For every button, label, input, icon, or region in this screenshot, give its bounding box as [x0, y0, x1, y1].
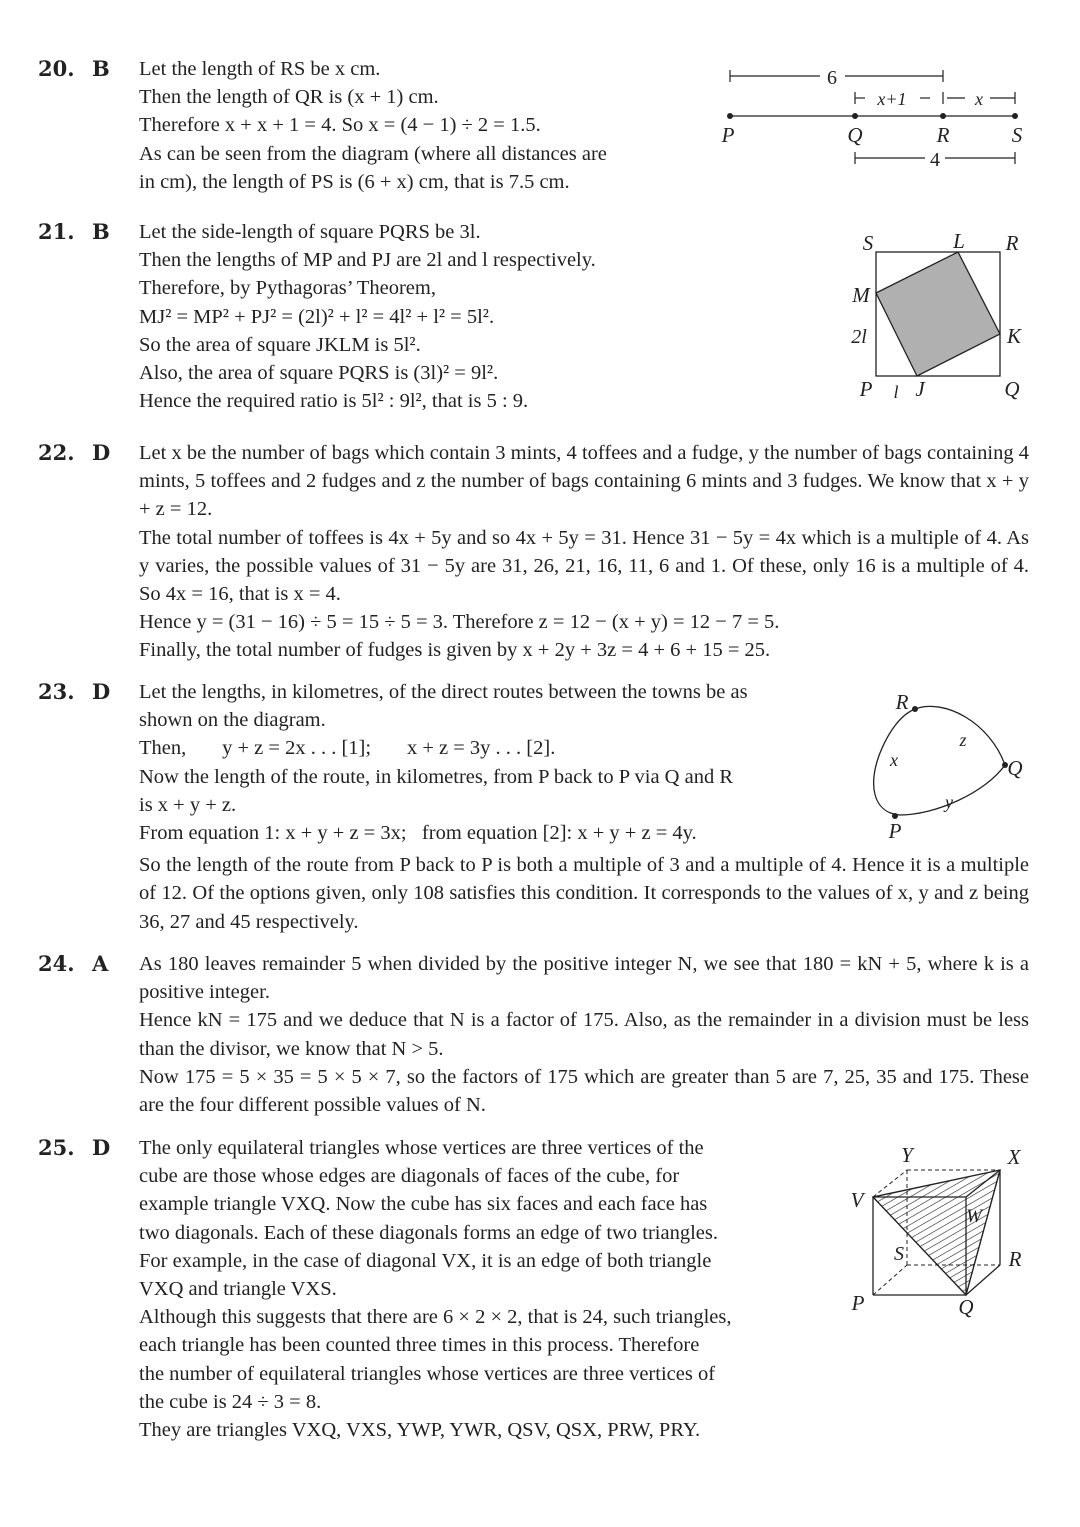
point-s	[1012, 113, 1018, 119]
route-label: z	[959, 730, 967, 750]
town-label: Q	[1007, 756, 1023, 780]
solution-line: the number of equilateral triangles whose vertices are three vertices of	[139, 1362, 716, 1385]
solution-text	[139, 950, 1029, 1119]
dim-label: x	[975, 89, 983, 109]
solution-paragraph: Hence kN = 175 and we deduce that N is a factor of 175. Also, as the remainder in a division must be less than the divisor, we know that N > 5.	[139, 1009, 1029, 1060]
question-answer: B	[92, 219, 110, 244]
question-number: 20.	[38, 56, 75, 81]
question-answer: D	[92, 1135, 111, 1160]
vertex-label: P	[859, 377, 873, 401]
solution-line: Let the side-length of square PQRS be 3l.	[139, 221, 481, 243]
solution-paragraph: So the length of the route from P back to P is both a multiple of 3 and a multiple of 4. Hence it is a multiple of 12. Of the options given, only 108 satisfies this condition. It corresponds to the values of x, y and z being 36, 27 and 45 respectively.	[139, 854, 1029, 933]
solution-paragraph: Now 175 = 5 × 35 = 5 × 5 × 7, so the factors of 175 which are greater than 5 are 7, 25, 35 and 175. These are the four different possible values of N.	[139, 1065, 1029, 1117]
question-answer: B	[92, 56, 110, 81]
dim-label: x+1	[877, 89, 907, 109]
question-number: 22.	[38, 440, 75, 465]
point-label: Q	[847, 123, 863, 147]
dim-label: 4	[930, 149, 940, 171]
question-number: 25.	[38, 1135, 75, 1160]
vertex-label: X	[1007, 1145, 1021, 1169]
cube-diagram	[840, 1140, 1040, 1330]
question-answer: A	[92, 951, 109, 976]
point-p	[727, 113, 733, 119]
point-label: P	[721, 123, 735, 147]
solution-line: From equation 1: x + y + z = 3x; from equation [2]: x + y + z = 4y.	[139, 822, 697, 845]
triangle-vxq	[873, 1170, 1000, 1295]
line-segment-diagram	[715, 60, 1045, 180]
solution-line: cube are those whose edges are diagonals of faces of the cube, for	[139, 1165, 680, 1188]
vertex-label: Q	[958, 1295, 974, 1319]
solution-line: the cube is 24 ÷ 3 = 8.	[139, 1390, 322, 1413]
vertex-label: R	[1008, 1247, 1022, 1271]
length-label: l	[893, 382, 899, 402]
solution-line: Then the length of QR is (x + 1) cm.	[139, 86, 439, 109]
solution-line: For example, in the case of diagonal VX, it is an edge of both triangle	[139, 1249, 712, 1272]
solution-text	[139, 55, 607, 196]
solution-line: is x + y + z.	[139, 793, 237, 816]
solution-line: two diagonals. Each of these diagonals forms an edge of two triangles.	[139, 1221, 718, 1244]
solution-line: Let the lengths, in kilometres, of the direct routes between the towns be as	[139, 681, 748, 703]
question-answer: D	[92, 679, 111, 704]
question-answer: D	[92, 440, 111, 465]
route-label: x	[890, 750, 898, 770]
solution-line: each triangle has been counted three times in this process. Therefore	[139, 1334, 700, 1357]
vertex-label: J	[915, 377, 925, 401]
solution-line: MJ² = MP² + PJ² = (2l)² + l² = 4l² + l² = 5l².	[139, 305, 495, 328]
solution-paragraph: Let x be the number of bags which contain 3 mints, 4 toffees and a fudge, y the number of bags containing 4 mints, 5 toffees and 2 fudges and z the number of bags containing 6 mints and 3 fudges. We know that x + y + z = 12.	[139, 442, 1029, 521]
solution-line: The only equilateral triangles whose vertices are three vertices of the	[139, 1137, 704, 1159]
vertex-label: S	[894, 1243, 904, 1265]
solution-line: Then, y + z = 2x . . . [1]; x + z = 3y . . . [2].	[139, 737, 556, 760]
square-jklm	[876, 252, 1000, 376]
solution-line: Let the length of RS be x cm.	[139, 58, 381, 80]
solution-line: shown on the diagram.	[139, 709, 326, 732]
vertex-label: M	[852, 283, 870, 307]
solution-line: They are triangles VXQ, VXS, YWP, YWR, QSV, QSX, PRW, PRY.	[139, 1419, 701, 1442]
solution-line: Then the lengths of MP and PJ are 2l and l respectively.	[139, 249, 596, 272]
solution-line: Although this suggests that there are 6 × 2 × 2, that is 24, such triangles,	[139, 1306, 732, 1329]
question-number: 24.	[38, 951, 75, 976]
length-label: 2l	[851, 326, 867, 348]
solution-paragraph: Hence y = (31 − 16) ÷ 5 = 15 ÷ 5 = 3. Therefore z = 12 − (x + y) = 12 − 7 = 5.	[139, 611, 780, 634]
solution-paragraph: As 180 leaves remainder 5 when divided by the positive integer N, we see that 180 = kN + 5, where k is a positive integer.	[139, 953, 1029, 1004]
solution-line: in cm), the length of PS is (6 + x) cm, that is 7.5 cm.	[139, 170, 570, 193]
solution-paragraph: The total number of toffees is 4x + 5y and so 4x + 5y = 31. Hence 31 − 5y = 4x which is a multiple of 4. As y varies, the possible values of 31 − 5y are 31, 26, 21, 16, 11, 6 and 1. Of these, only 16 is a multiple of 4. So 4x = 16, that is x = 4.	[139, 526, 1029, 606]
point-r	[940, 113, 946, 119]
solution-text	[139, 439, 1029, 665]
square-diagram	[840, 222, 1040, 407]
point-label: R	[936, 123, 950, 147]
solution-line: VXQ and triangle VXS.	[139, 1278, 337, 1301]
vertex-label: R	[1005, 231, 1019, 255]
vertex-label: K	[1006, 324, 1022, 348]
solution-line: As can be seen from the diagram (where all distances are	[139, 142, 607, 165]
vertex-label: P	[851, 1291, 865, 1315]
solution-line: Hence the required ratio is 5l² : 9l², that is 5 : 9.	[139, 390, 529, 413]
route-diagram	[860, 683, 1040, 848]
solution-line: So the area of square JKLM is 5l².	[139, 333, 421, 356]
solution-text	[139, 1134, 731, 1444]
solution-text	[139, 218, 596, 415]
town-label: P	[888, 819, 902, 843]
dim-label: 6	[827, 67, 837, 89]
solution-line: example triangle VXQ. Now the cube has six faces and each face has	[139, 1193, 708, 1216]
vertex-label: V	[850, 1188, 864, 1212]
solution-line: Therefore, by Pythagoras’ Theorem,	[139, 277, 436, 300]
question-number: 21.	[38, 219, 75, 244]
route-label: y	[945, 792, 953, 812]
town-label: R	[895, 690, 909, 714]
question-number: 23.	[38, 679, 75, 704]
vertex-label: L	[953, 229, 965, 253]
solution-line: Also, the area of square PQRS is (3l)² = 9l².	[139, 362, 499, 385]
vertex-label: Y	[901, 1143, 913, 1167]
solution-line: Now the length of the route, in kilometres, from P back to P via Q and R	[139, 765, 734, 788]
solution-line: Therefore x + x + 1 = 4. So x = (4 − 1) ÷ 2 = 1.5.	[139, 114, 541, 137]
town-r	[912, 706, 918, 712]
point-q	[852, 113, 858, 119]
vertex-label: S	[862, 231, 874, 255]
solution-paragraph: Finally, the total number of fudges is given by x + 2y + 3z = 4 + 6 + 15 = 25.	[139, 639, 771, 662]
vertex-label: W	[966, 1206, 982, 1227]
vertex-label: Q	[1004, 377, 1020, 401]
point-label: S	[1011, 123, 1023, 147]
